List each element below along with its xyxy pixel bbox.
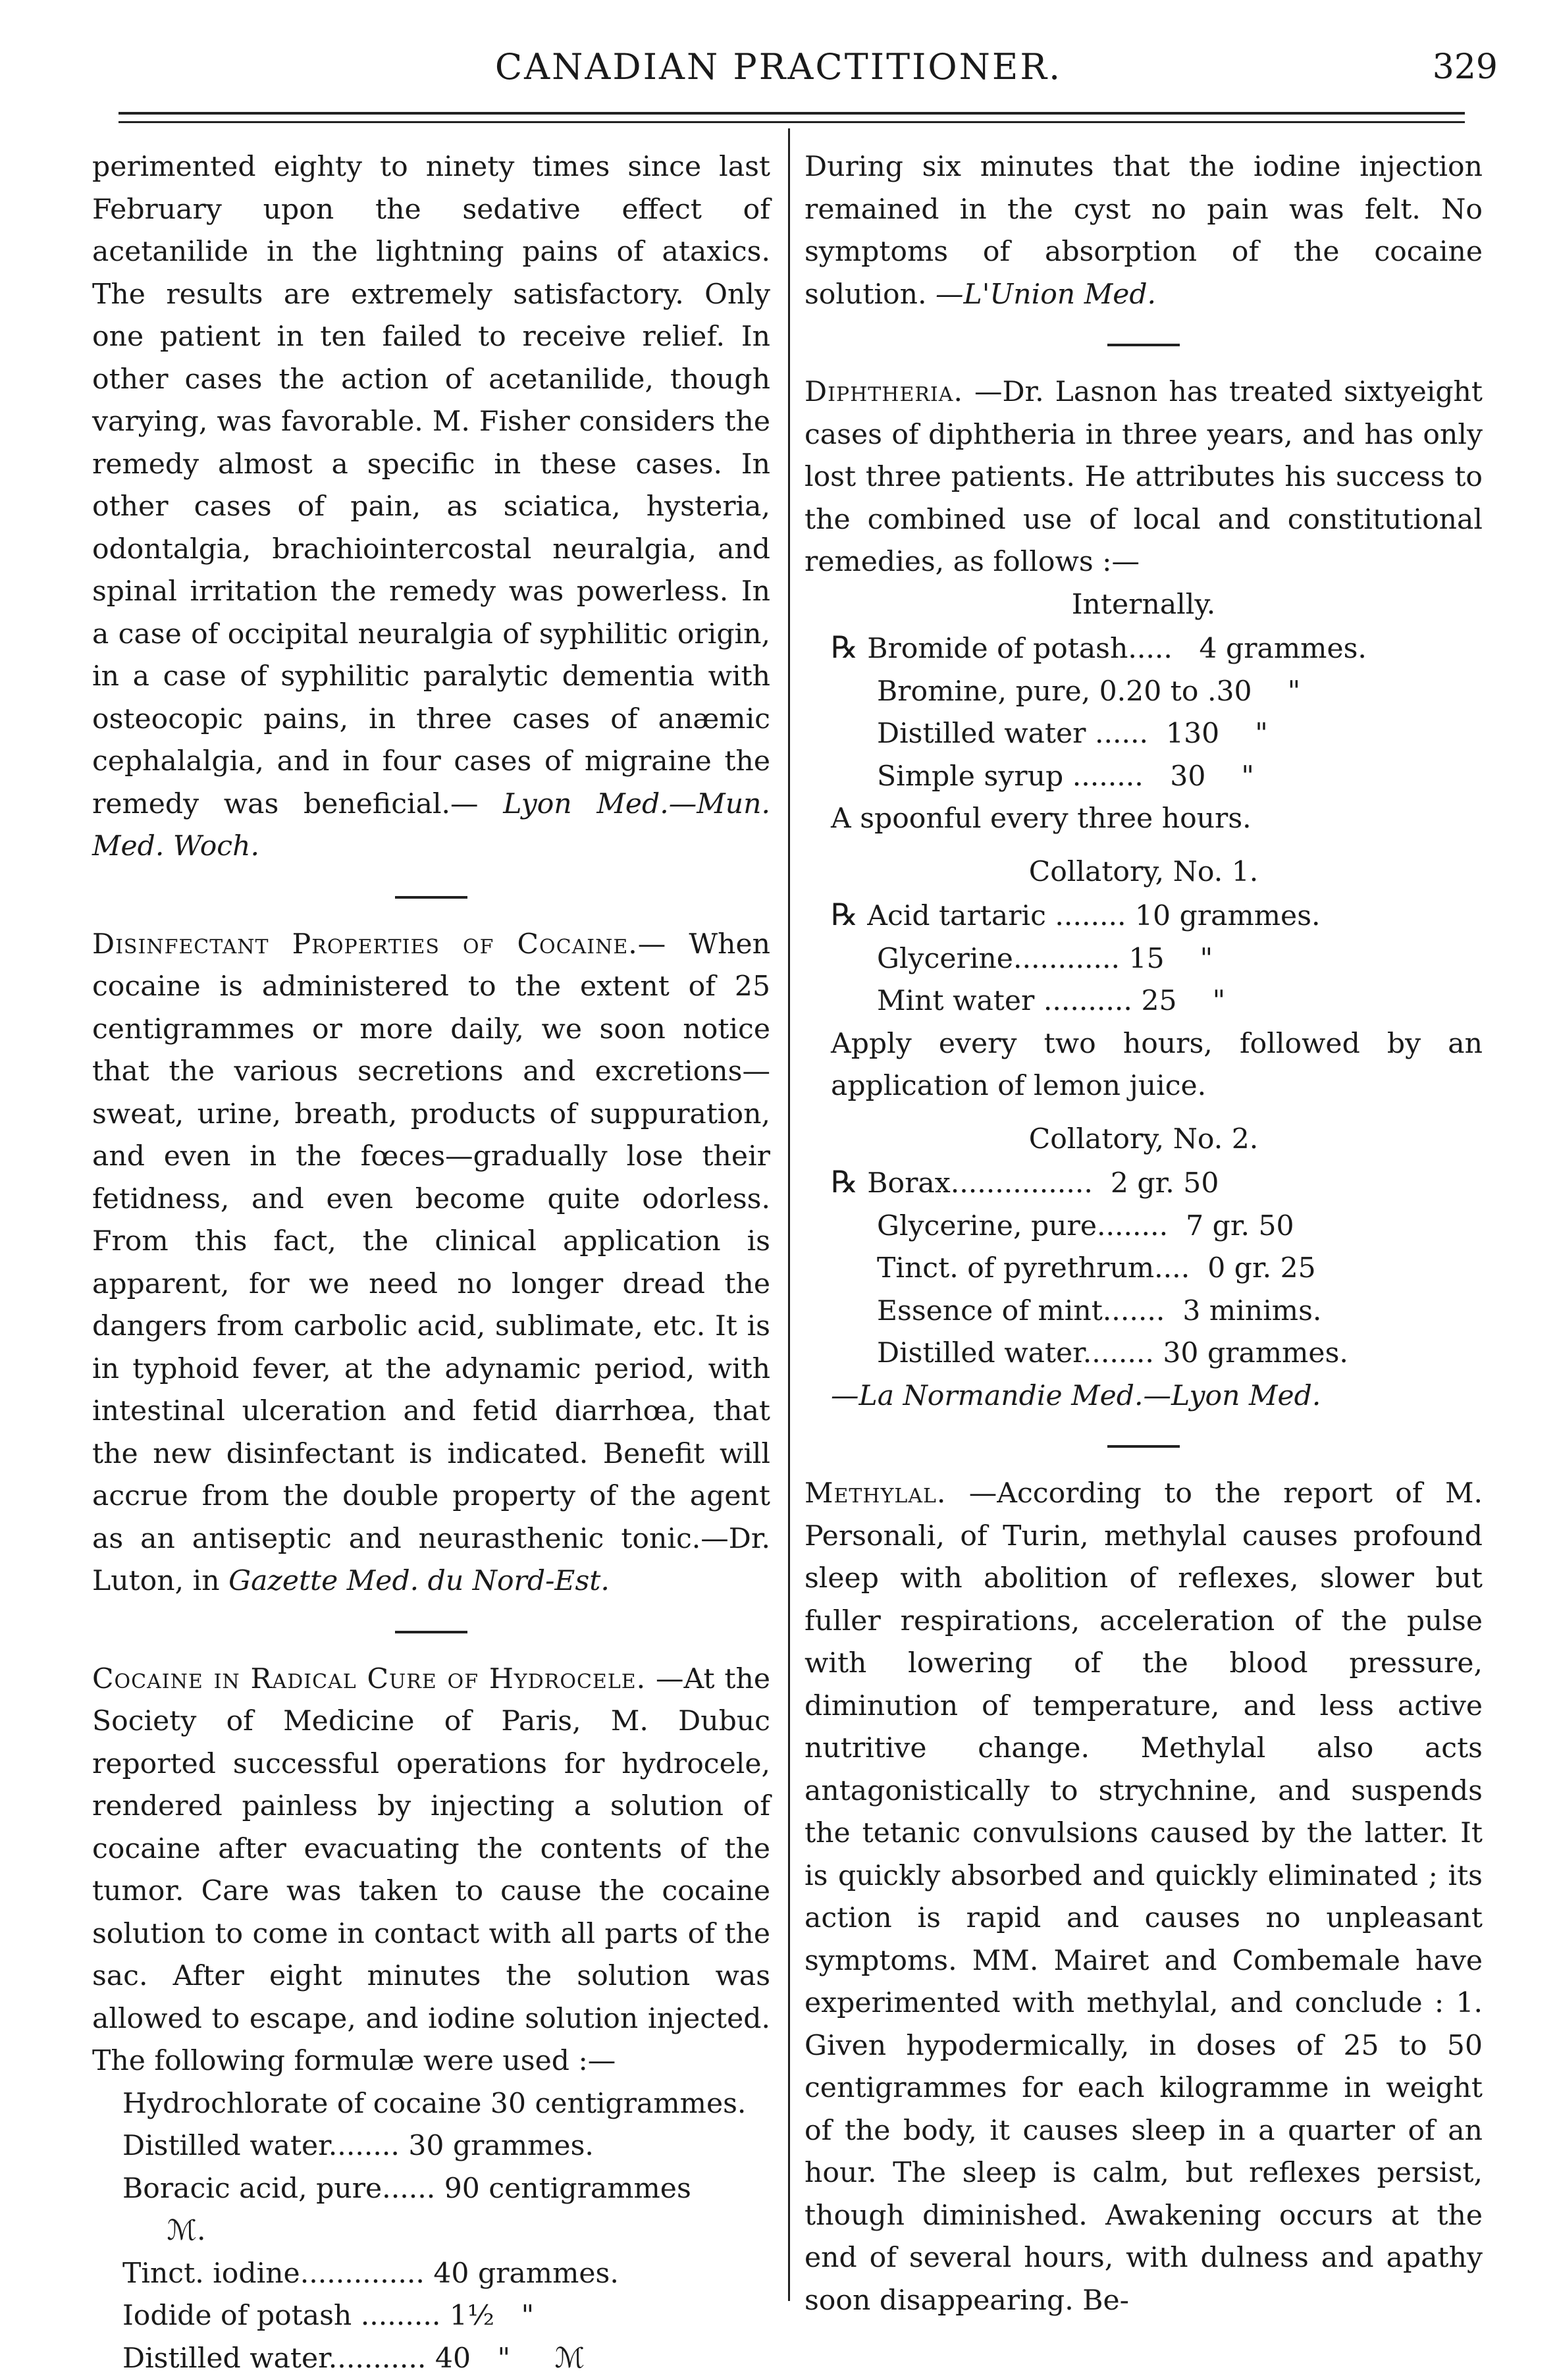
formula-line: Glycerine, pure........ 7 gr. 50 bbox=[805, 1205, 1483, 1248]
formula-line: Bromine, pure, 0.20 to .30 " bbox=[805, 671, 1483, 714]
text-lines: —Dr. Lasnon has treated sixtyeight cases of diphtheria in three years, and has only lost three patients. He attributes his success to the combined use of local and constitutional remedies, as follows :— bbox=[805, 376, 1483, 578]
formula-line: Distilled water........ 30 grammes. bbox=[92, 2125, 770, 2168]
section-heading: Diphtheria. bbox=[805, 376, 963, 408]
text-lines: Apply every two hours, followed by an application of lemon juice. bbox=[831, 1028, 1483, 1103]
recipe-symbol-icon: ℞ bbox=[831, 897, 858, 932]
text-lines: —At the Society of Medicine of Paris, M. Dubuc reported successful operations for hydrocele, rendered painless by injecting a solution of cocaine after evacuating the contents of the tumor. Care was taken to cause the cocaine solution to come in contact with all parts of the sac. After eight minutes the solution was allowed to escape, and iodine solution injected. The following formulæ were used :— bbox=[92, 1663, 770, 2078]
prescription-item: Borax................ 2 gr. 50 bbox=[867, 1167, 1219, 1200]
prescription-lines bbox=[805, 1205, 1483, 1375]
prescription-title: Internally. bbox=[805, 584, 1483, 627]
formula-line: Glycerine............ 15 " bbox=[805, 938, 1483, 981]
prescription-collatory-2 bbox=[805, 1119, 1483, 1418]
formula-line: Essence of mint....... 3 minims. bbox=[805, 1290, 1483, 1333]
section-separator bbox=[1107, 344, 1180, 346]
page-number: 329 bbox=[1433, 47, 1498, 87]
recipe-symbol-icon: ℞ bbox=[831, 1164, 858, 1200]
right-column bbox=[805, 146, 1483, 2322]
prescription-note bbox=[805, 1023, 1483, 1108]
diphtheria-paragraph bbox=[805, 371, 1483, 584]
section-heading: Disinfectant Properties of Cocaine.— bbox=[92, 928, 666, 961]
prescription-title: Collatory, No. 2. bbox=[805, 1119, 1483, 1161]
prescription-title: Collatory, No. 1. bbox=[805, 851, 1483, 894]
section-separator bbox=[395, 896, 467, 899]
iodine-injection-paragraph bbox=[805, 146, 1483, 316]
section-heading: Methylal. bbox=[805, 1477, 946, 1510]
section-separator bbox=[1107, 1445, 1180, 1448]
prescription-internally bbox=[805, 584, 1483, 841]
formula-line: Iodide of potash ......... 1½ " bbox=[92, 2295, 770, 2338]
prescription-first-line bbox=[805, 626, 1483, 671]
formula-line: Boracic acid, pure...... 90 centigrammes bbox=[92, 2168, 770, 2211]
prescription-item: Bromide of potash..... 4 grammes. bbox=[867, 633, 1367, 665]
formula-line: Tinct. of pyrethrum.... 0 gr. 25 bbox=[805, 1248, 1483, 1290]
formula-line: Distilled water........ 30 grammes. bbox=[805, 1333, 1483, 1375]
prescription-item: Acid tartaric ........ 10 grammes. bbox=[867, 900, 1320, 932]
column-divider bbox=[788, 128, 790, 2301]
section-heading: Cocaine in Radical Cure of Hydrocele. bbox=[92, 1663, 646, 1695]
source-citation: —La Normandie Med.—Lyon Med. bbox=[805, 1375, 1483, 1418]
prescription-lines bbox=[805, 671, 1483, 799]
text-lines: When cocaine is administered to the extent of 25 centigrammes or more daily, we soon notice that the various secretions and excretions— sweat, urine, breath, products of suppuration, and even in the fœces—gradually lose their fetidness, and even become quite odorless. From this fact, the clinical application is apparent, for we need no longer dread the dangers from carbolic acid, sublimate, etc. It is in typhoid fever, at the adynamic period, with intestinal ulceration and fetid diarrhœa, that the new disinfectant is indicated. Benefit will accrue from the double property of the agent as an antiseptic and neurasthenic tonic.—Dr. Luton, in bbox=[92, 928, 770, 1598]
prescription-lines bbox=[805, 938, 1483, 1023]
formula-line: Mint water .......... 25 " bbox=[805, 980, 1483, 1023]
left-column bbox=[92, 146, 770, 2380]
text-lines: perimented eighty to ninety times since last February upon the sedative effect of acetanilide in the lightning pains of ataxics. The results are extremely satisfactory. Only one patient in ten failed to receive relief. In other cases the action of acetanilide, though varying, was favorable. M. Fisher considers the remedy almost a specific in these cases. In other cases of pain, as sciatica, hysteria, odontalgia, brachiointercostal neuralgia, and spinal irritation the remedy was powerless. In a case of occipital neuralgia of syphilitic origin, in a case of syphilitic paralytic dementia with osteocopic pains, in three cases of anæmic cephalalgia, and in four cases of migraine the remedy was beneficial.— bbox=[92, 151, 770, 820]
header-rule-top bbox=[119, 112, 1465, 115]
running-head bbox=[0, 46, 1557, 112]
section-separator bbox=[395, 1631, 467, 1633]
recipe-symbol-icon: ℞ bbox=[831, 629, 858, 665]
formula-line: Simple syrup ........ 30 " bbox=[805, 756, 1483, 799]
prescription-first-line bbox=[805, 893, 1483, 938]
text-lines: —According to the report of M. Personali, of Turin, methylal causes profound sleep with abolition of reflexes, slower but fuller respirations, acceleration of the pulse with lowering of the blood pressure, diminution of temperature, and less active nutritive change. Methylal also acts antagonistically to strychnine, and suspends the tetanic convulsions caused by the latter. It is quickly absorbed and quickly eliminated ; its action is rapid and causes no unpleasant symptoms. MM. Mairet and Combemale have experimented with methylal, and conclude : 1. Given hypodermically, in doses of 25 to 50 centigrammes for each kilogramme in weight of the body, it causes sleep in a quarter of an hour. The sleep is calm, but reflexes persist, though diminished. Awakening occurs at the end of several hours, with dulness and apathy soon disappearing. Be- bbox=[805, 1477, 1483, 2317]
journal-title: CANADIAN PRACTITIONER. bbox=[0, 46, 1557, 88]
formula-block bbox=[92, 2083, 770, 2380]
text-lines: During six minutes that the iodine injection remained in the cyst no pain was felt. No symptoms of absorption of the cocaine solution. bbox=[805, 151, 1483, 311]
methylal-paragraph bbox=[805, 1473, 1483, 2322]
source-citation: Lyon Med.—Mun. Med. Woch. bbox=[92, 788, 770, 863]
prescription-collatory-1 bbox=[805, 851, 1483, 1108]
prescription-note: A spoonful every three hours. bbox=[805, 798, 1483, 841]
formula-line: Hydrochlorate of cocaine 30 centigrammes. bbox=[92, 2083, 770, 2126]
cocaine-disinfectant-paragraph bbox=[92, 924, 770, 1603]
formula-line: ℳ. bbox=[92, 2210, 770, 2253]
prescription-first-line bbox=[805, 1161, 1483, 1205]
header-rule-bottom bbox=[119, 121, 1465, 123]
formula-line: Tinct. iodine.............. 40 grammes. bbox=[92, 2253, 770, 2296]
source-citation: Gazette Med. du Nord-Est. bbox=[228, 1565, 610, 1597]
source-citation: —L'Union Med. bbox=[936, 278, 1156, 311]
formula-line: Distilled water........... 40 " ℳ bbox=[92, 2338, 770, 2380]
formula-line: Distilled water ...... 130 " bbox=[805, 713, 1483, 756]
hydrocele-paragraph bbox=[92, 1658, 770, 2083]
acetanilide-paragraph bbox=[92, 146, 770, 868]
